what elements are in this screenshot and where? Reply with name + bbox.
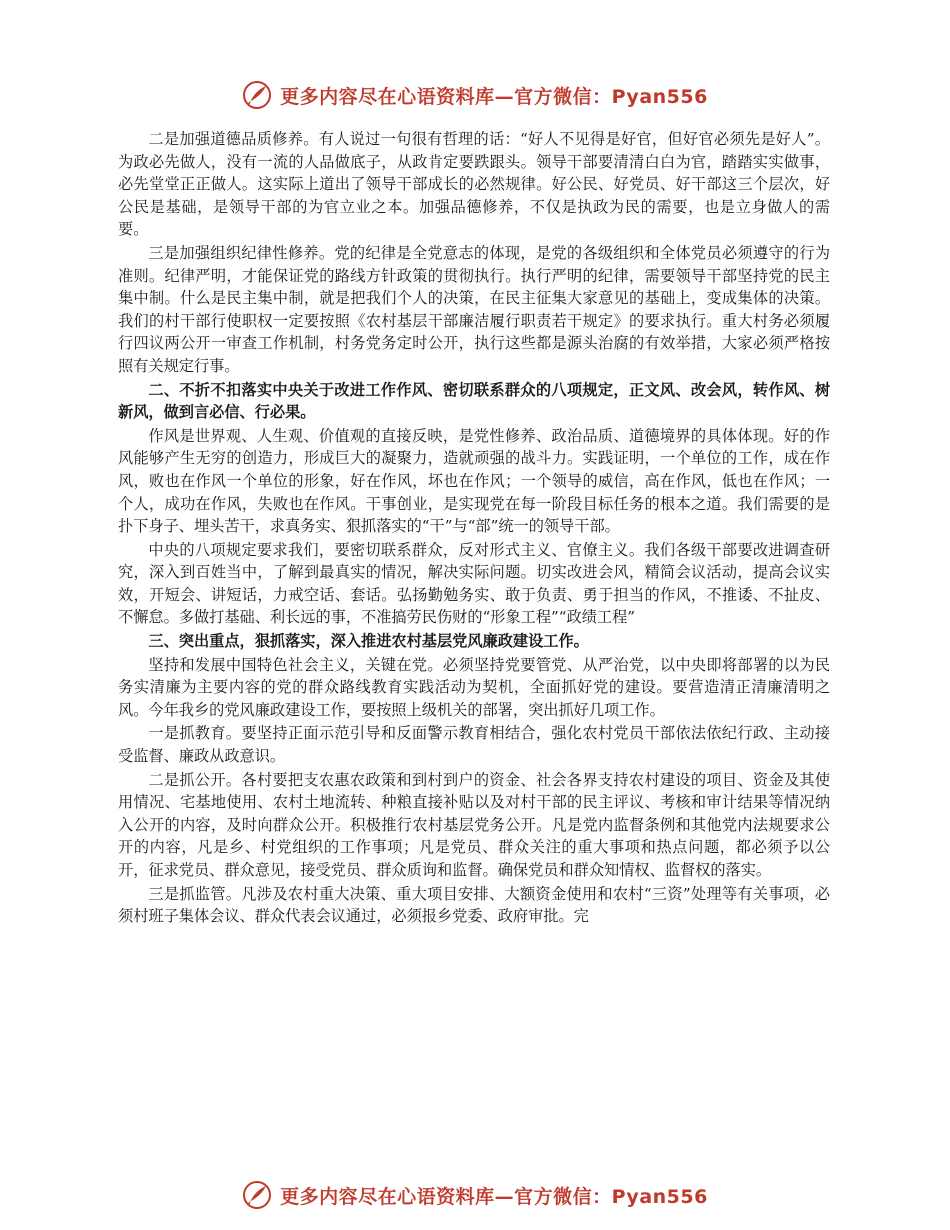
feather-pen-logo-icon: [242, 1180, 272, 1210]
feather-pen-logo-icon: [242, 80, 272, 110]
banner-text: 更多内容尽在心语资料库—官方微信：Pyan556: [280, 85, 708, 108]
paragraph: 二是加强道德品质修养。有人说过一句很有哲理的话：“好人不见得是好官，但好官必须先是好人”。为政必先做人，没有一流的人品做底子，从政肯定要跌跟头。领导干部要清清白白为官，踏踏实实做事，必先堂堂正正做人。这实际上道出了领导干部成长的必然规律。好公民、好党员、好干部这三个层次，好公民是基础，是领导干部的为官立业之本。加强品德修养，不仅是执政为民的需要，也是立身做人的需要。: [118, 130, 830, 239]
paragraph: 中央的八项规定要求我们，要密切联系群众，反对形式主义、官僚主义。我们各级干部要改进调查研究，深入到百姓当中，了解到最真实的情况，解决实际问题。切实改进会风，精简会议活动，提高会议实效，开短会、讲短话，力戒空话、套话。弘扬勤勉务实、敢于负责、勇于担当的作风，不推诿、不扯皮、不懈怠。多做打基础、利长远的事，不准搞劳民伤财的“形象工程”“政绩工程”: [118, 540, 830, 627]
document-body: [118, 128, 830, 929]
header-banner: [0, 80, 950, 110]
paragraph: 坚持和发展中国特色社会主义，关键在党。必须坚持党要管党、从严治党，以中央即将部署的以为民务实清廉为主要内容的党的群众路线教育实践活动为契机，全面抓好党的建设。要营造清正清廉清明之风。今年我乡的党风廉政建设工作，要按照上级机关的部署，突出抓好几项工作。: [118, 655, 830, 719]
banner-text: 更多内容尽在心语资料库—官方微信：Pyan556: [280, 1185, 708, 1208]
paragraph: 三是加强组织纪律性修养。党的纪律是全党意志的体现，是党的各级组织和全体党员必须遵守的行为准则。纪律严明，才能保证党的路线方针政策的贯彻执行。执行严明的纪律，需要领导干部坚持党的民主集中制。什么是民主集中制，就是把我们个人的决策，在民主征集大家意见的基础上，变成集体的决策。我们的村干部行使职权一定要按照《农村基层干部廉洁履行职责若干规定》的要求执行。重大村务必须履行四议两公开一审查工作机制，村务党务定时公开，执行这些都是源头治腐的有效举措，大家必须严格按照有关规定行事。: [118, 243, 830, 375]
section-heading: 二、不折不扣落实中央关于改进工作作风、密切联系群众的八项规定，正文风、改会风，转作风、树新风，做到言必信、行必果。: [118, 380, 830, 422]
paragraph: 一是抓教育。要坚持正面示范引导和反面警示教育相结合，强化农村党员干部依法依纪行政、主动接受监督、廉政从政意识。: [118, 724, 830, 766]
paragraph: 二是抓公开。各村要把支农惠农政策和到村到户的资金、社会各界支持农村建设的项目、资金及其使用情况、宅基地使用、农村土地流转、种粮直接补贴以及对村干部的民主评议、考核和审计结果等情况纳入公开的内容，及时向群众公开。积极推行农村基层党务公开。凡是党内监督条例和其他党内法规要求公开的内容，凡是乡、村党组织的工作事项；凡是党员、群众关注的重大事项和热点问题，都必须予以公开，征求党员、群众意见，接受党员、群众质询和监督。确保党员和群众知情权、监督权的落实。: [118, 770, 830, 879]
footer-banner: [0, 1180, 950, 1210]
paragraph: 作风是世界观、人生观、价值观的直接反映，是党性修养、政治品质、道德境界的具体体现。好的作风能够产生无穷的创造力，形成巨大的凝聚力，造就顽强的战斗力。实践证明，一个单位的工作，成在作风，败也在作风一个单位的形象，好在作风，坏也在作风；一个领导的威信，高在作风，低也在作风；一个人，成功在作风，失败也在作风。干事创业，是实现党在每一阶段目标任务的根本之道。我们需要的是扑下身子、埋头苦干，求真务实、狠抓落实的“干”与“部”统一的领导干部。: [118, 426, 830, 536]
section-heading: 三、突出重点，狠抓落实，深入推进农村基层党风廉政建设工作。: [148, 632, 589, 651]
paragraph: 三是抓监管。凡涉及农村重大决策、重大项目安排、大额资金使用和农村“三资”处理等有关事项，必须村班子集体会议、群众代表会议通过，必须报乡党委、政府审批。完: [118, 884, 830, 926]
